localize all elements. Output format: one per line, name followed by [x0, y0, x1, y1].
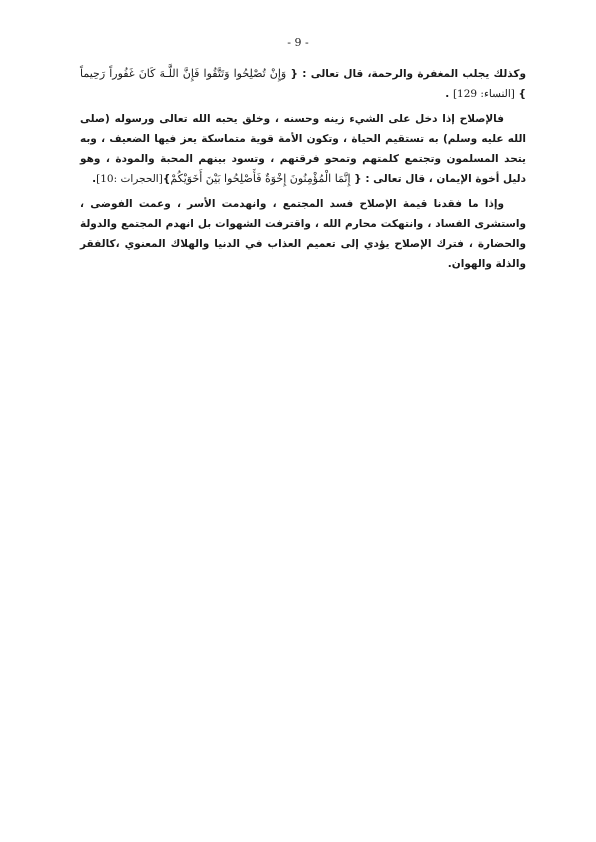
- paragraph-text: وإذا ما فقدنا قيمة الإصلاح فسد المجتمع ، وانهدمت الأسر ، وعمت الفوضى ، واستشرى الفساد ، وانتهكت محارم الله ، واقترفت الشهوات بل انهدم المجتمع والدولة والحضارة ، فترك الإصلاح يؤدي إلى تعميم العذاب في الدنيا والهلاك المعنوي ،كالفقر والذلة والهوان.: [80, 198, 526, 270]
- quran-verse: وَإِنْ تُصْلِحُوا وَتَتَّقُوا فَإِنَّ اللَّـهَ كَانَ غَفُوراً رَحِيماً: [80, 67, 287, 80]
- paragraph-text: فالإصلاح إذا دخل على الشيء زينه وحسنه ، وخلق يحبه الله تعالى ورسوله (صلى الله عليه وسلم) به تستقيم الحياة ، وتكون الأمة قوية متماسكة يعز فيها الضعيف ، وبه يتحد المسلمون وتجتمع كلمتهم وتمحو فرقتهم ، وتسود بينهم المحبة والمودة ، وهو دليل أخوة الإيمان ، قال تعالى : {: [80, 113, 526, 185]
- verse-reference: [النساء: 129]: [452, 88, 515, 100]
- paragraph-forgiveness: [80, 64, 526, 104]
- quran-verse: إِنَّمَا الْمُؤْمِنُونَ إِخْوَةٌ فَأَصْلِحُوا بَيْنَ أَخَوَيْكُمْ: [170, 172, 351, 185]
- paragraph-reform-benefits: [80, 109, 526, 189]
- page-number: - 9 -: [287, 36, 309, 49]
- paragraph-text: .: [445, 88, 453, 100]
- paragraph-text: .: [92, 173, 97, 185]
- paragraph-text: }: [514, 88, 526, 100]
- paragraph-text: وكذلك يجلب المغفرة والرحمة، قال تعالى : {: [286, 68, 526, 80]
- verse-reference: [الحجرات :10]: [96, 173, 163, 185]
- paragraph-loss-of-reform: [80, 194, 526, 274]
- paragraph-text: }: [162, 173, 171, 185]
- document-body: [80, 64, 526, 279]
